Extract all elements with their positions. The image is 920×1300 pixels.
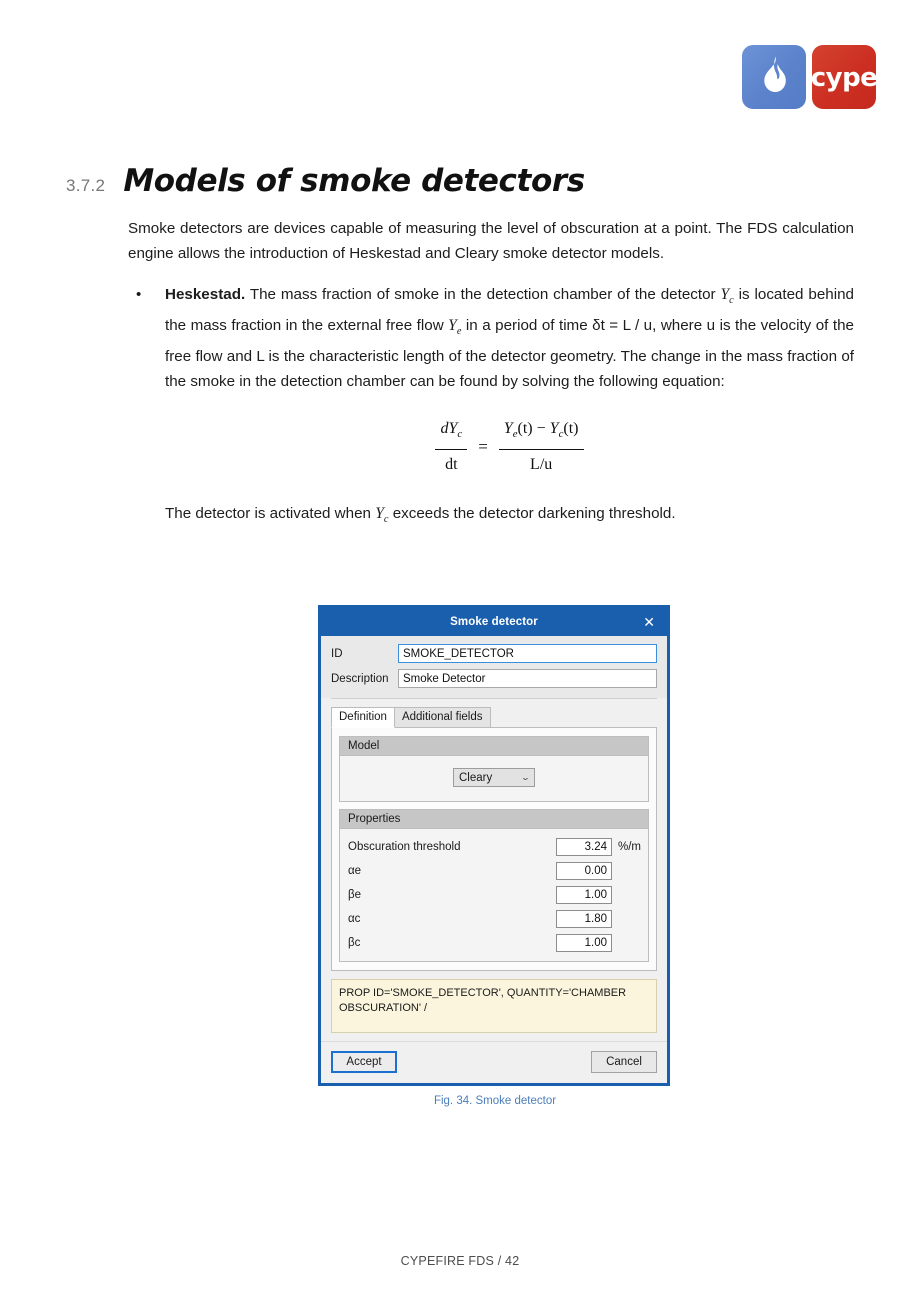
cancel-button[interactable]: Cancel	[591, 1051, 657, 1073]
property-row	[348, 934, 640, 952]
figure-caption: Fig. 34. Smoke detector	[433, 1095, 557, 1107]
equation-lhs-numerator	[435, 416, 467, 450]
logo-cype-tile	[812, 45, 876, 109]
figure-smoke-detector	[318, 605, 672, 1107]
equation-rhs-denominator: L/u	[530, 456, 553, 474]
equation-lhs-fraction	[435, 416, 467, 477]
document-body	[128, 216, 854, 532]
equation-lhs-denominator: dt	[445, 456, 458, 474]
beta-e-input[interactable]: 1.00	[556, 886, 612, 904]
beta-c-input[interactable]: 1.00	[556, 934, 612, 952]
page-footer: CYPEFIRE FDS / 42	[400, 1254, 520, 1268]
smoke-detector-dialog	[318, 605, 670, 1086]
eq-yc2: Y	[549, 420, 559, 438]
beta-e-label: βe	[348, 889, 362, 901]
dialog-button-bar	[321, 1041, 667, 1083]
id-input[interactable]: SMOKE_DETECTOR	[398, 644, 657, 663]
id-label: ID	[331, 647, 343, 660]
dialog-body	[321, 636, 667, 1083]
heskestad-seg-1: The mass fraction of smoke in the detection chamber of the detector	[245, 286, 721, 303]
alpha-e-label: αe	[348, 865, 362, 877]
property-row	[348, 886, 640, 904]
obscuration-threshold-input[interactable]: 3.24	[556, 838, 612, 856]
heskestad-text	[165, 282, 854, 532]
closing-seg-2: exceeds the detector darkening threshold.	[388, 505, 676, 523]
obscuration-threshold-label: Obscuration threshold	[348, 841, 461, 853]
eq-y: Y	[448, 420, 458, 438]
logo-brand-text: cype	[810, 63, 878, 93]
closing-seg-1: The detector is activated when	[165, 505, 376, 523]
description-input[interactable]: Smoke Detector	[398, 669, 657, 688]
flame-icon	[759, 56, 789, 99]
property-row	[348, 838, 640, 856]
model-select[interactable]	[453, 768, 535, 787]
brand-logo	[742, 45, 876, 109]
identity-fields	[321, 636, 667, 698]
equation-rhs-numerator	[499, 416, 584, 450]
accept-button[interactable]: Accept	[331, 1051, 397, 1073]
model-select-row	[348, 765, 640, 792]
heskestad-label: Heskestad.	[165, 286, 246, 303]
eq-minus: −	[536, 420, 546, 438]
description-field-row	[331, 669, 657, 688]
eq-sub-e: e	[512, 428, 518, 441]
eq-t2: (t)	[563, 420, 579, 438]
id-field-row	[331, 644, 657, 663]
properties-group	[339, 809, 649, 962]
code-preview: PROP ID='SMOKE_DETECTOR', QUANTITY='CHAMBER OBSCURATION' /	[331, 979, 657, 1033]
dialog-title: Smoke detector	[450, 616, 538, 628]
eq-sub-c: c	[457, 428, 463, 441]
beta-c-label: βc	[348, 937, 361, 949]
model-group-title: Model	[340, 737, 648, 756]
equation-equals: =	[478, 437, 488, 457]
eq-sub-c2: c	[558, 428, 564, 441]
model-select-value: Cleary	[459, 771, 493, 784]
page-title: Models of smoke detectors	[123, 163, 585, 199]
tabpanel-definition	[331, 728, 657, 971]
tabstrip	[331, 707, 657, 728]
logo-flame-tile	[742, 45, 806, 109]
bullet-marker: •	[136, 286, 142, 303]
heskestad-seg-2: is located behind the mass fraction in the external free flow	[165, 286, 854, 335]
sub-c-2: c	[383, 514, 389, 526]
var-ye-inline: Y	[448, 317, 457, 335]
var-yc-inline-2: Y	[375, 505, 384, 523]
description-label: Description	[331, 672, 389, 685]
model-group-content	[340, 756, 648, 801]
dialog-titlebar	[321, 608, 667, 636]
eq-d: d	[440, 420, 449, 438]
chevron-down-icon: ⌄	[520, 773, 531, 782]
closing-paragraph	[165, 501, 854, 532]
properties-group-content	[340, 829, 648, 961]
heskestad-bullet	[128, 282, 854, 532]
property-row	[348, 910, 640, 928]
equation-display	[165, 416, 854, 477]
alpha-c-input[interactable]: 1.80	[556, 910, 612, 928]
tabs-area	[321, 699, 667, 971]
intro-paragraph: Smoke detectors are devices capable of measuring the level of obscuration at a point. The FDS calculation engine allows the introduction of Heskestad and Cleary smoke detector models.	[128, 220, 854, 262]
eq-t1: (t)	[517, 420, 533, 438]
equation-rhs-fraction	[499, 416, 584, 477]
section-number: 3.7.2	[66, 176, 106, 195]
heskestad-seg-3: in a period of time δt = L / u, where u is the velocity of the free flow and L is the characteristic length of the detector geometry. The change in the mass fraction of the smoke in the detection chamber can be found by solving the following equation:	[165, 317, 854, 391]
properties-group-title: Properties	[340, 810, 648, 829]
obscuration-threshold-unit: %/m	[618, 841, 641, 853]
eq-ye: Y	[503, 420, 513, 438]
property-row	[348, 862, 640, 880]
alpha-e-input[interactable]: 0.00	[556, 862, 612, 880]
var-yc-inline-1: Y	[720, 286, 730, 303]
model-group	[339, 736, 649, 802]
alpha-c-label: αc	[348, 913, 361, 925]
tab-definition[interactable]: Definition	[331, 707, 395, 728]
tab-additional-fields[interactable]: Additional fields	[394, 707, 491, 727]
sub-e: e	[456, 326, 462, 338]
sub-c-1: c	[729, 295, 734, 307]
close-icon[interactable]: ✕	[643, 614, 655, 630]
section-heading	[66, 163, 585, 199]
